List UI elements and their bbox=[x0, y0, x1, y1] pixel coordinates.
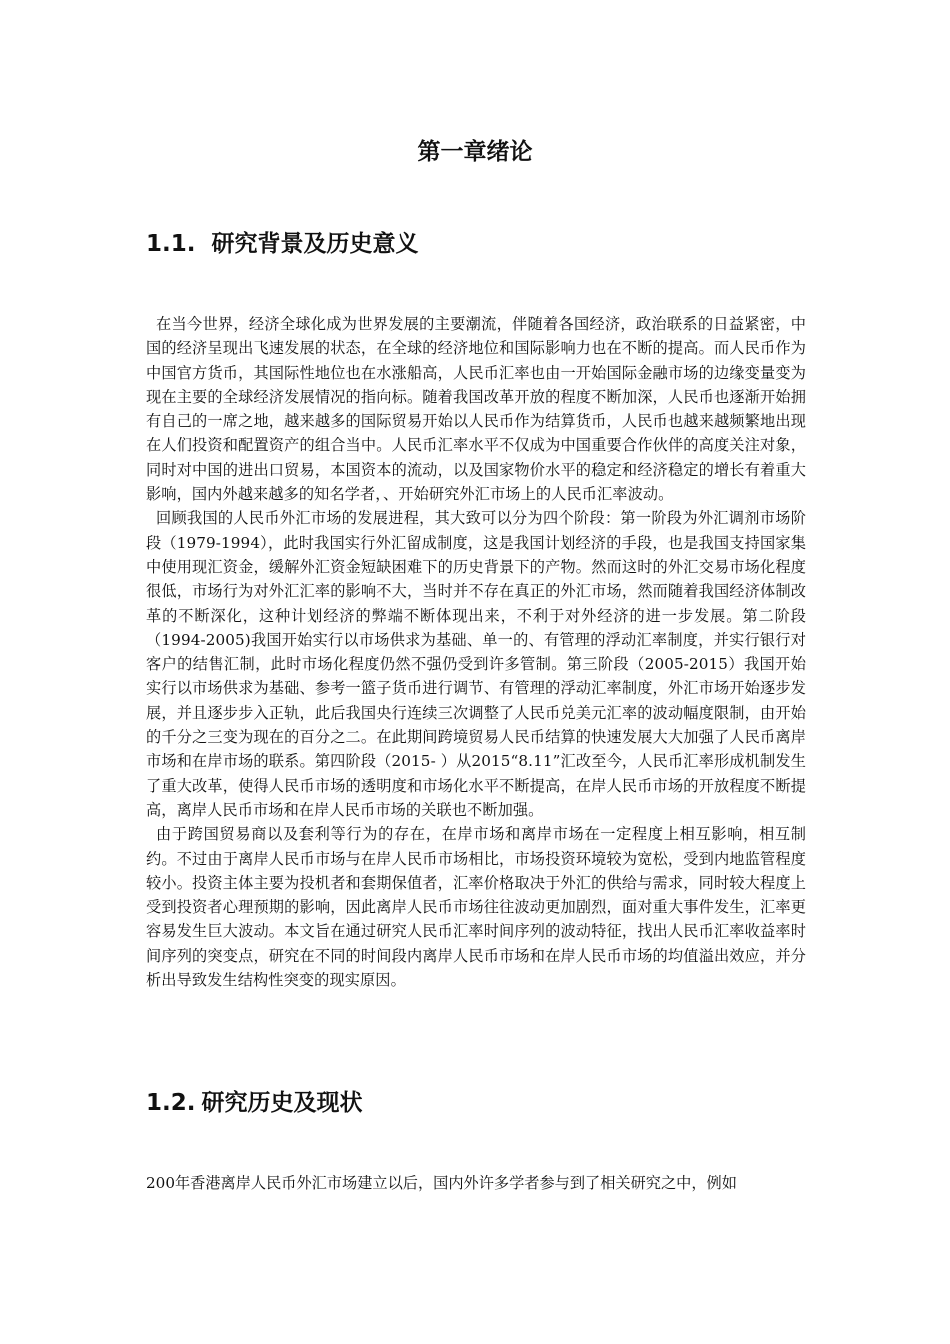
section-heading-1-2 bbox=[146, 1087, 362, 1119]
paragraph: 在当今世界，经济全球化成为世界发展的主要潮流，伴随着各国经济，政治联系的日益紧密，中国的经济呈现出飞速发展的状态，在全球的经济地位和国际影响力也在不断的提高。而人民币作为中国官方货币，其国际性地位也在水涨船高，人民币汇率也由一开始国际金融市场的边缘变量变为现在主要的全球经济发展情况的指向标。随着我国改革开放的程度不断加深，人民币也逐渐开始拥有自己的一席之地，越来越多的国际贸易开始以人民币作为结算货币，人民币也越来越频繁地出现在人们投资和配置资产的组合当中。人民币汇率水平不仅成为中国重要合作伙伴的高度关注对象，同时对中国的进出口贸易，本国资本的流动，以及国家物价水平的稳定和经济稳定的增长有着重大影响，国内外越来越多的知名学者，、开始研究外汇市场上的人民币汇率波动。 bbox=[146, 315, 806, 504]
paragraph: 由于跨国贸易商以及套利等行为的存在，在岸市场和离岸市场在一定程度上相互影响，相互制约。不过由于离岸人民币市场与在岸人民币市场相比，市场投资环境较为宽松，受到内地监管程度较小。投资主体主要为投机者和套期保值者，汇率价格取决于外汇的供给与需求，同时较大程度上受到投资者心理预期的影响，因此离岸人民币市场往往波动更加剧烈，面对重大事件发生，汇率更容易发生巨大波动。本文旨在通过研究人民币汇率时间序列的波动特征，找出人民币汇率收益率时间序列的突变点，研究在不同的时间段内离岸人民币市场和在岸人民币市场的均值溢出效应，并分析出导致发生结构性突变的现实原因。 bbox=[146, 825, 806, 990]
paragraph: 200年香港离岸人民币外汇市场建立以后，国内外许多学者参与到了相关研究之中，例如 bbox=[146, 1174, 737, 1192]
section-title: 研究历史及现状 bbox=[201, 1090, 363, 1116]
paragraph: 回顾我国的人民币外汇市场的发展进程，其大致可以分为四个阶段：第一阶段为外汇调剂市场阶段（1979-1994），此时我国实行外汇留成制度，这是我国计划经济的手段，也是我国支持国家集中使用现汇资金，缓解外汇资金短缺困难下的历史背景下的产物。然而这时的外汇交易市场化程度很低，市场行为对外汇汇率的影响不大，当时并不存在真正的外汇市场，然而随着我国经济体制改革的不断深化，这种计划经济的弊端不断体现出来，不利于对外经济的进一步发展。第二阶段（1994-2005)我国开始实行以市场供求为基础、单一的、有管理的浮动汇率制度，并实行银行对客户的结售汇制，此时市场化程度仍然不强仍受到许多管制。第三阶段（2005-2015）我国开始实行以市场供求为基础、参考一篮子货币进行调节、有管理的浮动汇率制度，外汇市场开始逐步发展，并且逐步步入正轨，此后我国央行连续三次调整了人民币兑美元汇率的波动幅度限制，由开始的千分之三变为现在的百分之二。在此期间跨境贸易人民币结算的快速发展大大加强了人民币离岸市场和在岸市场的联系。第四阶段（2015- ）从2015“8.11”汇改至今，人民币汇率形成机制发生了重大改革，使得人民币市场的透明度和市场化水平不断提高，在岸人民币市场的开放程度不断提高，离岸人民币市场和在岸人民币市场的关联也不断加强。 bbox=[146, 509, 806, 819]
section-title: 研究背景及历史意义 bbox=[211, 231, 419, 257]
section-heading-1-1 bbox=[146, 228, 418, 260]
section-1-2-body bbox=[146, 1171, 806, 1195]
chapter-title: 第一章绪论 bbox=[417, 139, 533, 165]
section-1-1-body bbox=[146, 312, 806, 992]
section-number: 1.1. bbox=[146, 231, 196, 257]
section-number: 1.2. bbox=[146, 1090, 196, 1116]
